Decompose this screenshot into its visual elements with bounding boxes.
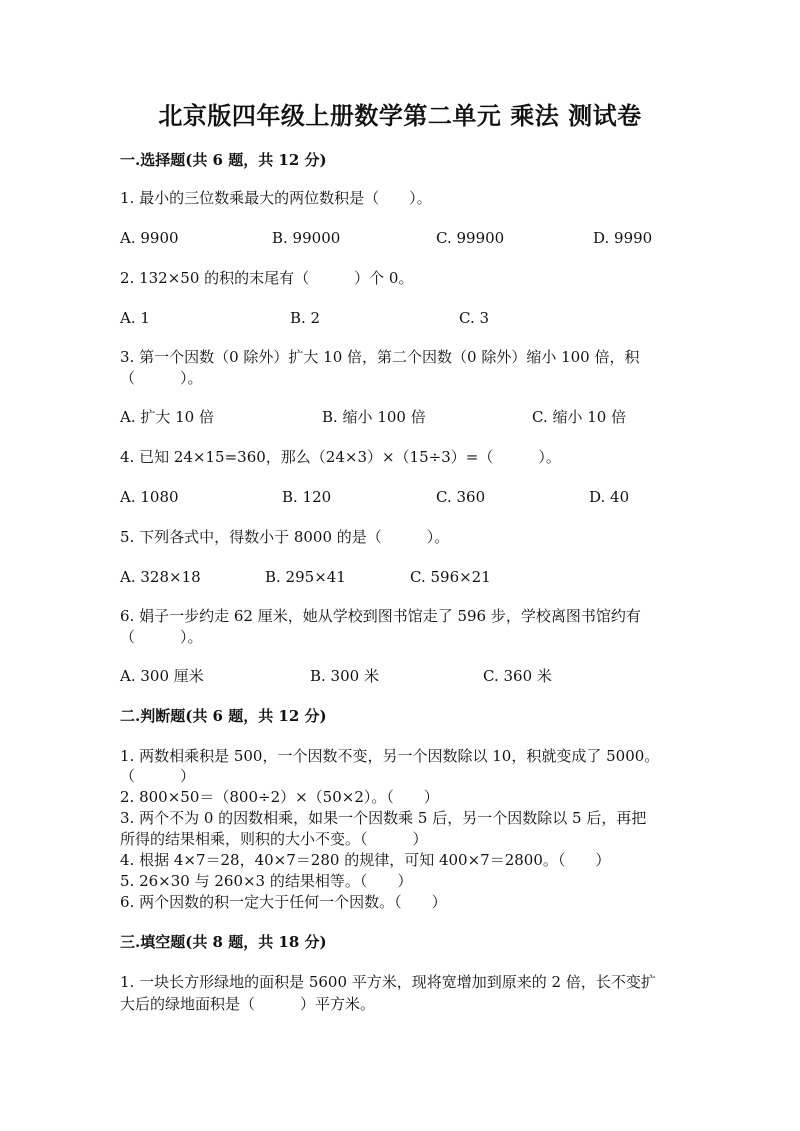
- option-c: C. 99900: [436, 229, 505, 247]
- option-b: B. 缩小 100 倍: [322, 408, 426, 426]
- option-a: A. 1: [120, 309, 150, 327]
- statement-line: 2. 800×50＝（800÷2）×（50×2）。（ ）: [120, 788, 439, 806]
- option-d: D. 40: [589, 488, 630, 506]
- option-b: B. 99000: [272, 229, 341, 247]
- statement-line: 1. 两数相乘积是 500，一个因数不变，另一个因数除以 10，积就变成了 5000。: [120, 747, 660, 765]
- question-text-line2: （ ）。: [120, 628, 203, 646]
- statement-line: 6. 两个因数的积一定大于任何一个因数。（ ）: [120, 893, 447, 911]
- question-text: 4. 已知 24×15=360，那么（24×3）×（15÷3）=（ ）。: [120, 448, 561, 466]
- question-text: 2. 132×50 的积的末尾有（ ）个 0。: [120, 269, 414, 287]
- question-line: 大后的绿地面积是（ ）平方米。: [120, 995, 376, 1013]
- option-a: A. 9900: [120, 229, 179, 247]
- option-a: A. 1080: [120, 488, 179, 506]
- statement-line: 所得的结果相乘，则积的大小不变。（ ）: [120, 830, 428, 848]
- question-text-line1: 3. 第一个因数（0 除外）扩大 10 倍，第二个因数（0 除外）缩小 100 倍，积: [120, 348, 640, 366]
- option-a: A. 300 厘米: [120, 667, 204, 685]
- question-line: 1. 一块长方形绿地的面积是 5600 平方米，现将宽增加到原来的 2 倍，长不变扩: [120, 973, 656, 991]
- statement-line: 4. 根据 4×7＝28，40×7＝280 的规律，可知 400×7＝2800。（ ）: [120, 851, 611, 869]
- question-text: 1. 最小的三位数乘最大的两位数积是（ ）。: [120, 189, 432, 207]
- option-c: C. 596×21: [410, 568, 491, 586]
- question-text: 5. 下列各式中，得数小于 8000 的是（ ）。: [120, 528, 450, 546]
- option-c: C. 缩小 10 倍: [532, 408, 627, 426]
- option-a: A. 328×18: [120, 568, 201, 586]
- question-text-line2: （ ）。: [120, 369, 203, 387]
- option-c: C. 360 米: [483, 667, 552, 685]
- statement-line: 5. 26×30 与 260×3 的结果相等。（ ）: [120, 872, 413, 890]
- option-d: D. 9990: [593, 229, 653, 247]
- statement-line: （ ）: [120, 767, 196, 785]
- section-heading-fill: 三.填空题(共 8 题，共 18 分): [120, 933, 327, 951]
- option-a: A. 扩大 10 倍: [120, 408, 214, 426]
- section-heading-judgment: 二.判断题(共 6 题，共 12 分): [120, 707, 327, 725]
- option-b: B. 300 米: [310, 667, 379, 685]
- option-b: B. 120: [282, 488, 332, 506]
- statement-line: 3. 两个不为 0 的因数相乘，如果一个因数乘 5 后，另一个因数除以 5 后，再把: [120, 809, 647, 827]
- option-b: B. 295×41: [265, 568, 346, 586]
- question-text-line1: 6. 娟子一步约走 62 厘米，她从学校到图书馆走了 596 步，学校离图书馆约有: [120, 607, 641, 625]
- option-c: C. 360: [436, 488, 486, 506]
- page-title: 北京版四年级上册数学第二单元 乘法 测试卷: [158, 101, 642, 130]
- option-b: B. 2: [290, 309, 321, 327]
- option-c: C. 3: [459, 309, 490, 327]
- section-heading-choice: 一.选择题(共 6 题，共 12 分): [120, 151, 327, 169]
